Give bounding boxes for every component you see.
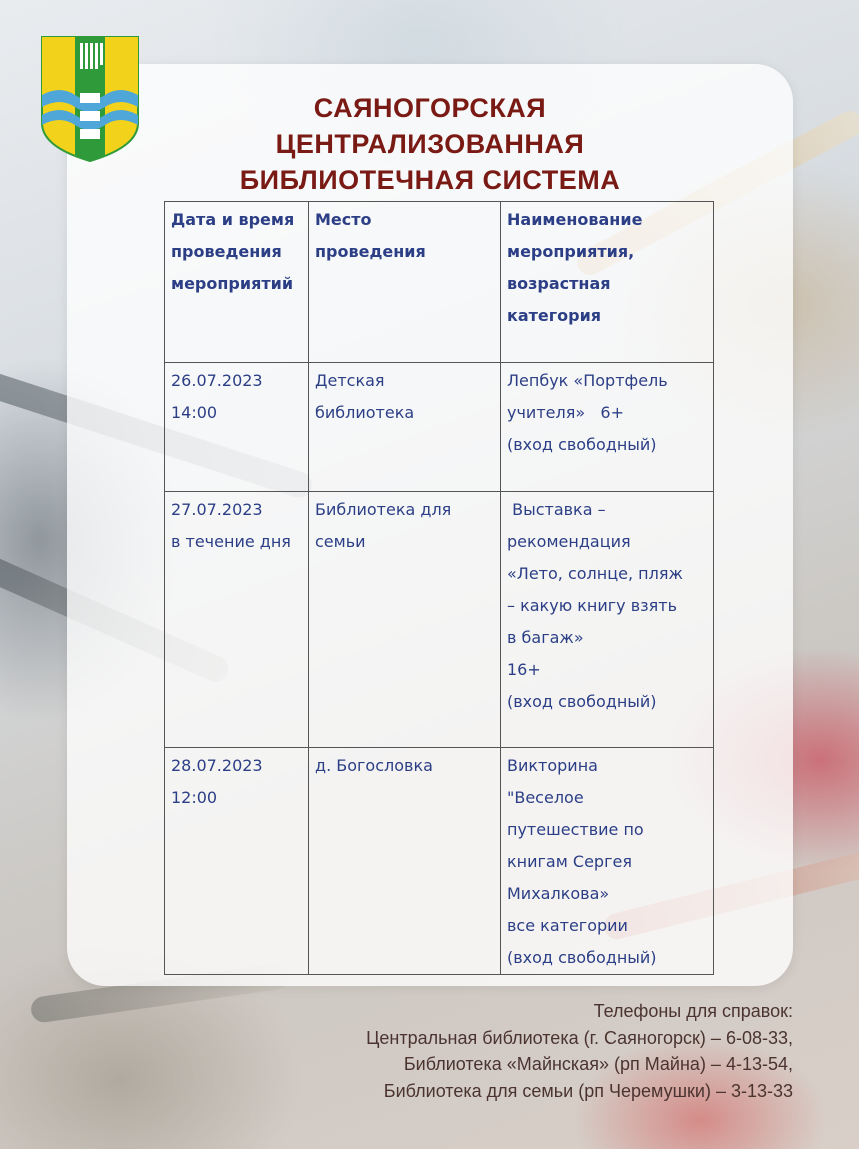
event-text: Лепбук «Портфель [507, 371, 668, 390]
event-text: (вход свободный) [507, 692, 657, 711]
place-text: библиотека [315, 403, 415, 422]
header-event-cell [501, 202, 714, 363]
event-cell [501, 363, 714, 492]
table-row [165, 363, 714, 492]
header-date-cell [165, 202, 309, 363]
event-text: (вход свободный) [507, 948, 657, 967]
contact-line: Библиотека для семьи (рп Черемушки) – 3-13-33 [383, 1080, 793, 1101]
event-text: все категории [507, 916, 628, 935]
place-text: семьи [315, 532, 366, 551]
header-place-cell [309, 202, 501, 363]
title-line: САЯНОГОРСКАЯ [313, 93, 547, 123]
time-text: 12:00 [171, 788, 218, 807]
date-cell [165, 748, 309, 975]
date-text: 26.07.2023 [171, 371, 263, 390]
event-text: «Лето, солнце, пляж [507, 564, 683, 583]
time-text: в течение дня [171, 532, 291, 551]
events-table [164, 201, 714, 975]
table-row [165, 748, 714, 975]
event-text: в багаж» [507, 628, 584, 647]
event-text: Выставка – [507, 500, 606, 519]
date-cell [165, 492, 309, 748]
header-text: Наименование [507, 210, 643, 229]
place-text: Детская [315, 371, 385, 390]
date-text: 27.07.2023 [171, 500, 263, 519]
event-text: книгам Сергея [507, 852, 632, 871]
page-title [67, 90, 793, 198]
header-text: возрастная [507, 274, 611, 293]
header-text: проведения [315, 242, 426, 261]
place-cell [309, 363, 501, 492]
contacts-heading: Телефоны для справок: [593, 1001, 793, 1021]
place-text: д. Богословка [315, 756, 433, 775]
place-cell [309, 492, 501, 748]
event-text: 16+ [507, 660, 541, 679]
header-text: Дата и время [171, 210, 295, 229]
event-text: Викторина [507, 756, 598, 775]
header-text: категория [507, 306, 602, 325]
place-cell [309, 748, 501, 975]
header-text: проведения [171, 242, 282, 261]
header-text: Место [315, 210, 372, 229]
place-text: Библиотека для [315, 500, 452, 519]
event-cell [501, 748, 714, 975]
time-text: 14:00 [171, 403, 218, 422]
event-text: Михалкова» [507, 884, 610, 903]
contact-line: Центральная библиотека (г. Саяногорск) – 6-08-33, [366, 1027, 793, 1048]
contact-line: Библиотека «Майнская» (рп Майна) – 4-13-54, [403, 1054, 793, 1074]
event-cell [501, 492, 714, 748]
title-line: БИБЛИОТЕЧНАЯ СИСТЕМА [239, 165, 621, 195]
title-line: ЦЕНТРАЛИЗОВАННАЯ [275, 129, 585, 159]
event-text: – какую книгу взять [507, 596, 678, 615]
event-text: рекомендация [507, 532, 631, 551]
event-text: путешествие по [507, 820, 644, 839]
contacts-block [193, 998, 793, 1104]
date-text: 28.07.2023 [171, 756, 263, 775]
event-text: (вход свободный) [507, 435, 657, 454]
date-cell [165, 363, 309, 492]
event-text: "Веселое [507, 788, 584, 807]
event-text: учителя» 6+ [507, 403, 624, 422]
header-text: мероприятий [171, 274, 294, 293]
table-header-row [165, 202, 714, 363]
header-text: мероприятия, [507, 242, 635, 261]
table-row [165, 492, 714, 748]
